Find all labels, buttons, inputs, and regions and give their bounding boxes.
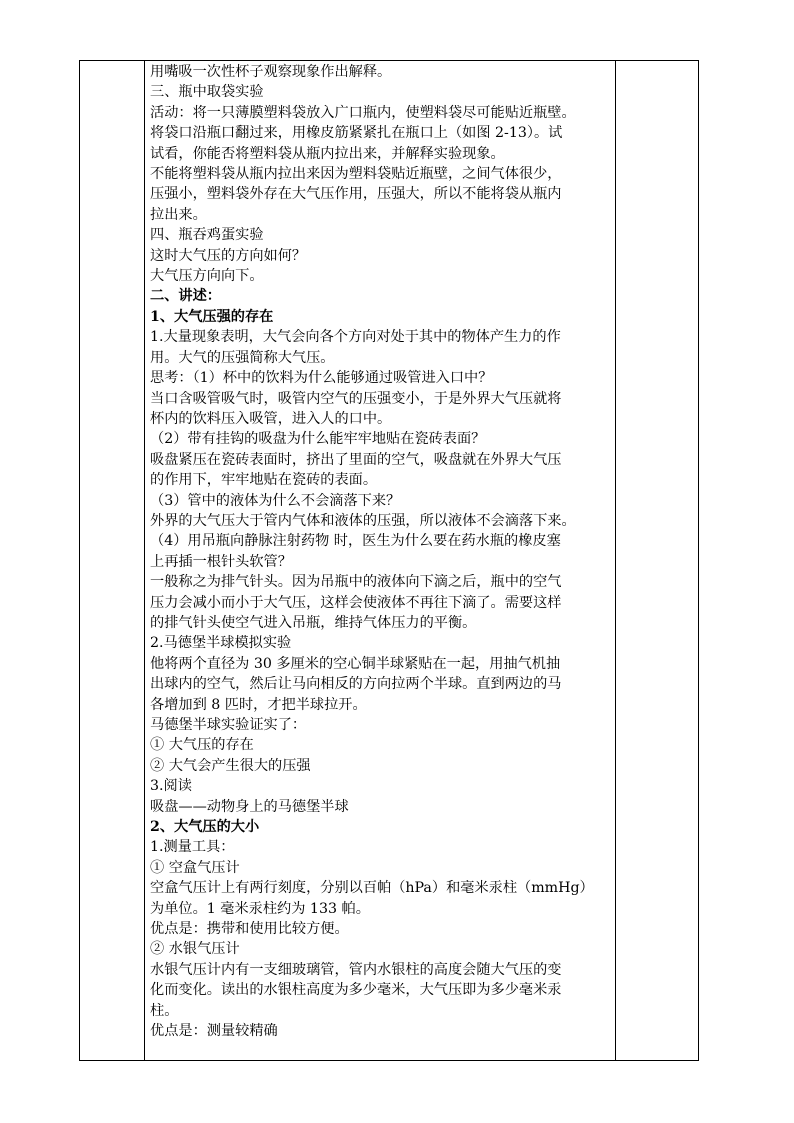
text-line: （3）管中的液体为什么不会滴落下来？ <box>150 492 401 509</box>
text-line: ② 水银气压计 <box>150 941 240 958</box>
text-line: 各增加到 8 匹时，才把半球拉开。 <box>150 696 367 713</box>
text-line: ① 大气压的存在 <box>150 737 254 754</box>
text-line: 三、瓶中取袋实验 <box>150 84 264 101</box>
text-line: 为单位。1 毫米汞柱约为 133 帕。 <box>150 900 370 917</box>
text-line: 出球内的空气，然后让马向相反的方向拉两个半球。直到两边的马 <box>150 676 562 693</box>
text-line: 马德堡半球实验证实了： <box>150 717 307 733</box>
text-line: 空盒气压计上有两行刻度，分别以百帕（hPa）和毫米汞柱（mmHg） <box>150 880 594 897</box>
section-heading: 1、大气压强的存在 <box>150 308 274 325</box>
text-line: 的作用下，牢牢地贴在瓷砖的表面。 <box>150 472 378 489</box>
text-line: 化而变化。读出的水银柱高度为多少毫米，大气压即为多少毫米汞 <box>150 982 562 999</box>
lesson-content <box>145 61 615 1042</box>
text-line: 压强小，塑料袋外存在大气压作用，压强大，所以不能将袋从瓶内 <box>150 186 562 203</box>
text-line: 不能将塑料袋从瓶内拉出来因为塑料袋贴近瓶壁，之间气体很少， <box>150 166 562 183</box>
text-line: 3.阅读 <box>150 778 192 795</box>
text-line: 这时大气压的方向如何？ <box>150 247 307 264</box>
text-line: 思考：（1）杯中的饮料为什么能够通过吸管进入口中？ <box>150 370 493 387</box>
text-line: 活动：将一只薄膜塑料袋放入广口瓶内，使塑料袋尽可能贴近瓶壁。 <box>150 104 576 121</box>
text-line: 拉出来。 <box>150 206 207 223</box>
lesson-table <box>79 60 699 1061</box>
text-line: 用嘴吸一次性杯子观察现象作出解释。 <box>150 64 392 80</box>
text-line: ② 大气会产生很大的压强 <box>150 757 311 774</box>
text-line: 优点是：携带和使用比较方便。 <box>150 921 349 938</box>
text-line: 1.测量工具： <box>150 839 235 856</box>
text-line: 上再插一根针头软管？ <box>150 553 292 570</box>
text-line: 柱。 <box>150 1002 179 1019</box>
text-line: 他将两个直径为 30 多厘米的空心铜半球紧贴在一起，用抽气机抽 <box>150 655 561 672</box>
table-row <box>80 61 699 1061</box>
text-line: 一般称之为排气针头。因为吊瓶中的液体向下滴之后，瓶中的空气 <box>150 574 562 591</box>
text-line: 当口含吸管吸气时，吸管内空气的压强变小，于是外界大气压就将 <box>150 390 562 407</box>
text-line: （2）带有挂钩的吸盘为什么能牢牢地贴在瓷砖表面？ <box>150 431 486 448</box>
text-line: 杯内的饮料压入吸管，进入人的口中。 <box>150 410 392 427</box>
text-line: 用。大气的压强简称大气压。 <box>150 349 335 366</box>
text-line: 2.马德堡半球模拟实验 <box>150 635 292 652</box>
text-line: 吸盘——动物身上的马德堡半球 <box>150 798 349 815</box>
content-column-cell <box>145 61 616 1061</box>
right-column-cell <box>616 61 699 1061</box>
text-line: 吸盘紧压在瓷砖表面时，挤出了里面的空气，吸盘就在外界大气压 <box>150 451 562 468</box>
text-line: 优点是：测量较精确 <box>150 1023 278 1040</box>
text-line: 大气压方向向下。 <box>150 268 264 285</box>
text-line: 外界的大气压大于管内气体和液体的压强，所以液体不会滴落下来。 <box>150 512 576 529</box>
text-line: 压力会减小而小于大气压，这样会使液体不再往下滴了。需要这样 <box>150 594 562 611</box>
left-column-cell <box>80 61 145 1061</box>
text-line: 试看，你能否将塑料袋从瓶内拉出来，并解释实验现象。 <box>150 145 505 162</box>
text-line: 水银气压计内有一支细玻璃管，管内水银柱的高度会随大气压的变 <box>150 961 562 978</box>
text-line: （4）用吊瓶向静脉注射药物 时，医生为什么要在药水瓶的橡皮塞 <box>150 533 561 550</box>
text-line: 将袋口沿瓶口翻过来，用橡皮筋紧紧扎在瓶口上（如图 2-13）。试 <box>150 125 563 142</box>
text-line: 四、瓶吞鸡蛋实验 <box>150 227 264 244</box>
text-line: 1.大量现象表明，大气会向各个方向对处于其中的物体产生力的作 <box>150 329 561 346</box>
section-heading: 二、讲述： <box>150 288 221 305</box>
text-line: ① 空盒气压计 <box>150 859 240 876</box>
text-line: 的排气针头使空气进入吊瓶，维持气体压力的平衡。 <box>150 614 477 631</box>
section-heading: 2、大气压的大小 <box>150 819 260 836</box>
